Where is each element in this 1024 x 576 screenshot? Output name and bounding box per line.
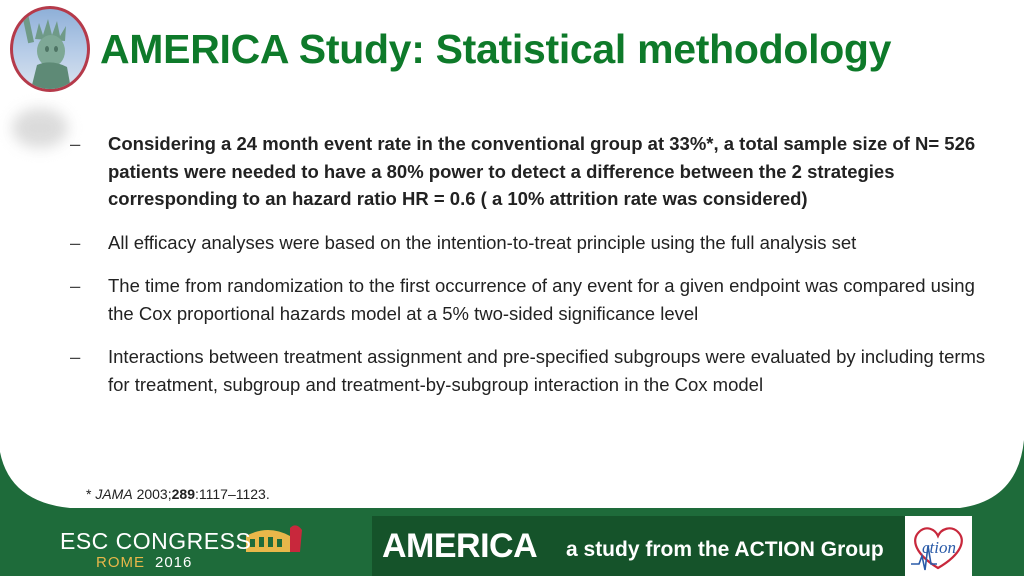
slide-title: AMERICA Study: Statistical methodology — [100, 26, 892, 72]
bullet-dash: – — [70, 346, 81, 367]
bullet-dash: – — [70, 275, 81, 296]
congress-year: 2016 — [155, 554, 193, 571]
footnote-journal: JAMA — [95, 486, 133, 502]
footnote-volume: 289 — [171, 486, 195, 502]
esc-congress-sub — [96, 554, 192, 571]
congress-city: ROME — [96, 554, 145, 571]
bullet-dash: – — [70, 231, 81, 253]
footnote-prefix: * — [86, 486, 96, 502]
bullet-text: Interactions between treatment assignment and pre-specified subgroups were evaluated by including terms for treatment, subgroup and treatment-by-subgroup interaction in the Cox model — [108, 346, 986, 395]
action-group-tagline: a study from the ACTION Group — [566, 538, 884, 561]
footnote-year: 2003; — [132, 486, 172, 502]
america-study-name: AMERICA — [382, 527, 538, 565]
bullet-text: All efficacy analyses were based on the intention-to-treat principle using the full analysis set — [108, 231, 857, 253]
esc-congress-label: ESC CONGRESS — [60, 528, 252, 554]
bullet-text: The time from randomization to the first occurrence of any event for a given endpoint was compared using the Cox proportional hazards model at a 5% two-sided significance level — [108, 275, 975, 324]
bullet-text: Considering a 24 month event rate in the conventional group at 33%*, a total sample size of N= 526 patients were needed to have a 80% power to detect a difference between the 2 strategies corresponding to an hazard ratio HR = 0.6 ( a 10% attrition rate was considered) — [108, 133, 976, 209]
action-logo-text: ction — [922, 538, 956, 557]
footnote-pages: :1117–1123. — [194, 486, 270, 502]
bullet-dash: – — [70, 133, 81, 154]
